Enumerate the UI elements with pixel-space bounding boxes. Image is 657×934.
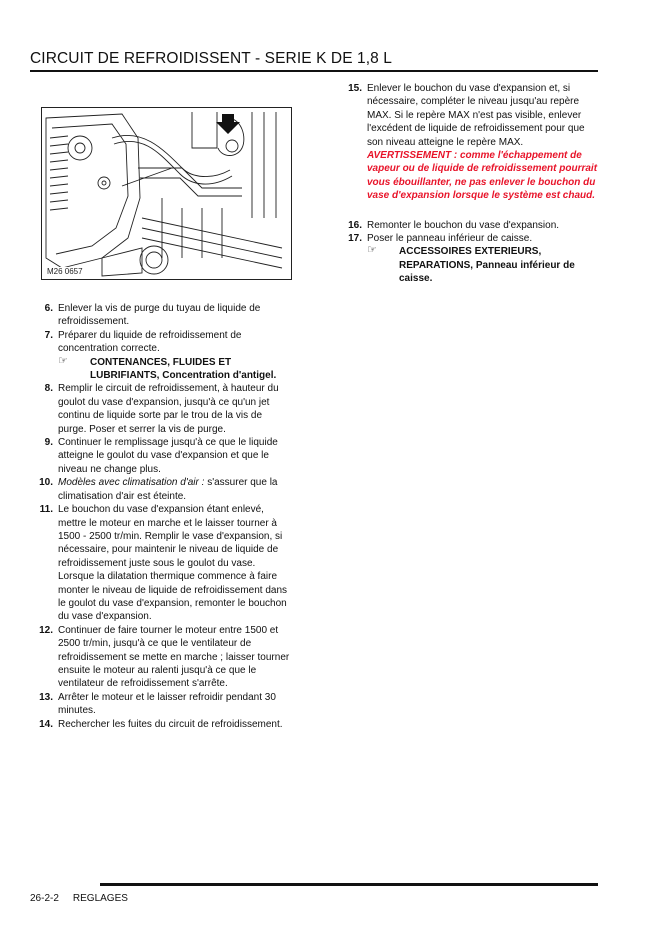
step-number: 12. <box>39 624 53 636</box>
engine-line-drawing <box>42 108 292 280</box>
down-arrow-icon <box>216 114 240 134</box>
step-number: 8. <box>44 383 53 395</box>
step-7 <box>34 329 290 383</box>
page-number: 26-2-2 <box>30 893 59 904</box>
spacer <box>343 203 599 219</box>
step-14 <box>34 718 290 731</box>
step-number: 11. <box>39 504 53 516</box>
step-text: Préparer du liquide de refroidissement de concentration correcte. <box>58 329 242 355</box>
figure-code: M26 0657 <box>47 267 83 276</box>
page-title: CIRCUIT DE REFROIDISSENT - SERIE K DE 1,8 L <box>30 50 393 67</box>
step-12 <box>34 624 290 691</box>
step-text: Le bouchon du vase d'expansion étant enlevé, mettre le moteur en marche et le laisser tourner à 1500 - 2500 tr/min. Remplir le vase d'expansion, si nécessaire, pour maintenir le niveau de liquide de refroidissement juste sous le goulot du vase. Lorsque la dilatation thermique commence à faire monter le niveau de liquide de refroidissement dans le goulot du vase d'expansion, remonter le bouchon du vase d'expansion. <box>58 504 288 623</box>
cross-reference-link[interactable] <box>367 245 599 285</box>
footer-rule <box>100 883 598 886</box>
step-17 <box>343 232 599 286</box>
step-number: 17. <box>348 233 362 245</box>
step-text: Continuer le remplissage jusqu'à ce que le liquide atteigne le goulot du vase d'expansion et que le niveau ne change plus. <box>58 437 278 475</box>
cross-reference-text: ACCESSOIRES EXTERIEURS, REPARATIONS, Panneau inférieur de caisse. <box>399 246 575 285</box>
step-number: 7. <box>44 329 53 341</box>
engine-illustration <box>41 107 292 280</box>
step-number: 6. <box>44 303 53 314</box>
step-11 <box>34 503 290 624</box>
title-rule <box>30 70 598 72</box>
cross-reference-link[interactable] <box>58 356 290 383</box>
left-column <box>34 302 290 731</box>
step-text: s'assurer que la climatisation d'air est éteinte. <box>58 477 278 502</box>
step-number: 9. <box>44 437 53 449</box>
step-text: Rechercher les fuites du circuit de refroidissement. <box>58 718 283 730</box>
step-10 <box>34 476 290 503</box>
step-number: 16. <box>348 219 362 231</box>
step-text: Remplir le circuit de refroidissement, à hauteur du goulot du vase d'expansion, jusqu'à ce qu'un jet continu de liquide sorte par le trou de la vis de purge. Poser et serrer la vis de purge. <box>58 383 279 435</box>
step-number: 15. <box>348 83 362 94</box>
step-number: 13. <box>39 691 53 703</box>
step-15 <box>343 82 599 203</box>
page-footer <box>30 893 128 904</box>
step-number: 14. <box>39 718 53 730</box>
pointing-hand-icon: ☞ <box>58 354 68 367</box>
step-text: Remonter le bouchon du vase d'expansion. <box>367 219 560 231</box>
section-name: REGLAGES <box>72 893 128 904</box>
step-13 <box>34 691 290 718</box>
step-text: Enlever le bouchon du vase d'expansion et, si nécessaire, compléter le niveau jusqu'au repère MAX. Si le repère MAX n'est pas visible, enlever l'excédent de liquide de refroidissement pour que son niveau atteigne le repère MAX. <box>367 83 585 148</box>
step-text: Poser le panneau inférieur de caisse. <box>367 233 533 245</box>
step-text: Arrêter le moteur et le laisser refroidir pendant 30 minutes. <box>58 691 276 717</box>
step-9 <box>34 436 290 476</box>
step-condition: Modèles avec climatisation d'air : <box>58 477 205 489</box>
step-number: 10. <box>39 477 53 489</box>
right-column <box>343 82 599 286</box>
pointing-hand-icon: ☞ <box>367 244 377 257</box>
step-text: Continuer de faire tourner le moteur entre 1500 et 2500 tr/min, jusqu'à ce que le ventilateur de refroidissement se mette en marche ; laisser tourner ensuite le moteur au ralenti jusqu'à ce que le ventilateur de refroidissement s'arrête. <box>58 624 290 690</box>
step-text: Enlever la vis de purge du tuyau de liquide de refroidissement. <box>58 303 261 328</box>
warning-text: AVERTISSEMENT : comme l'échappement de vapeur ou de liquide de refroidissement pourrait vous ébouillanter, ne pas enlever le bouchon du vase d'expansion lorsque le système est chaud. <box>367 150 598 202</box>
step-6 <box>34 302 290 329</box>
cross-reference-text: CONTENANCES, FLUIDES ET LUBRIFIANTS, Concentration d'antigel. <box>90 356 277 382</box>
step-16 <box>343 219 599 232</box>
step-8 <box>34 382 290 436</box>
